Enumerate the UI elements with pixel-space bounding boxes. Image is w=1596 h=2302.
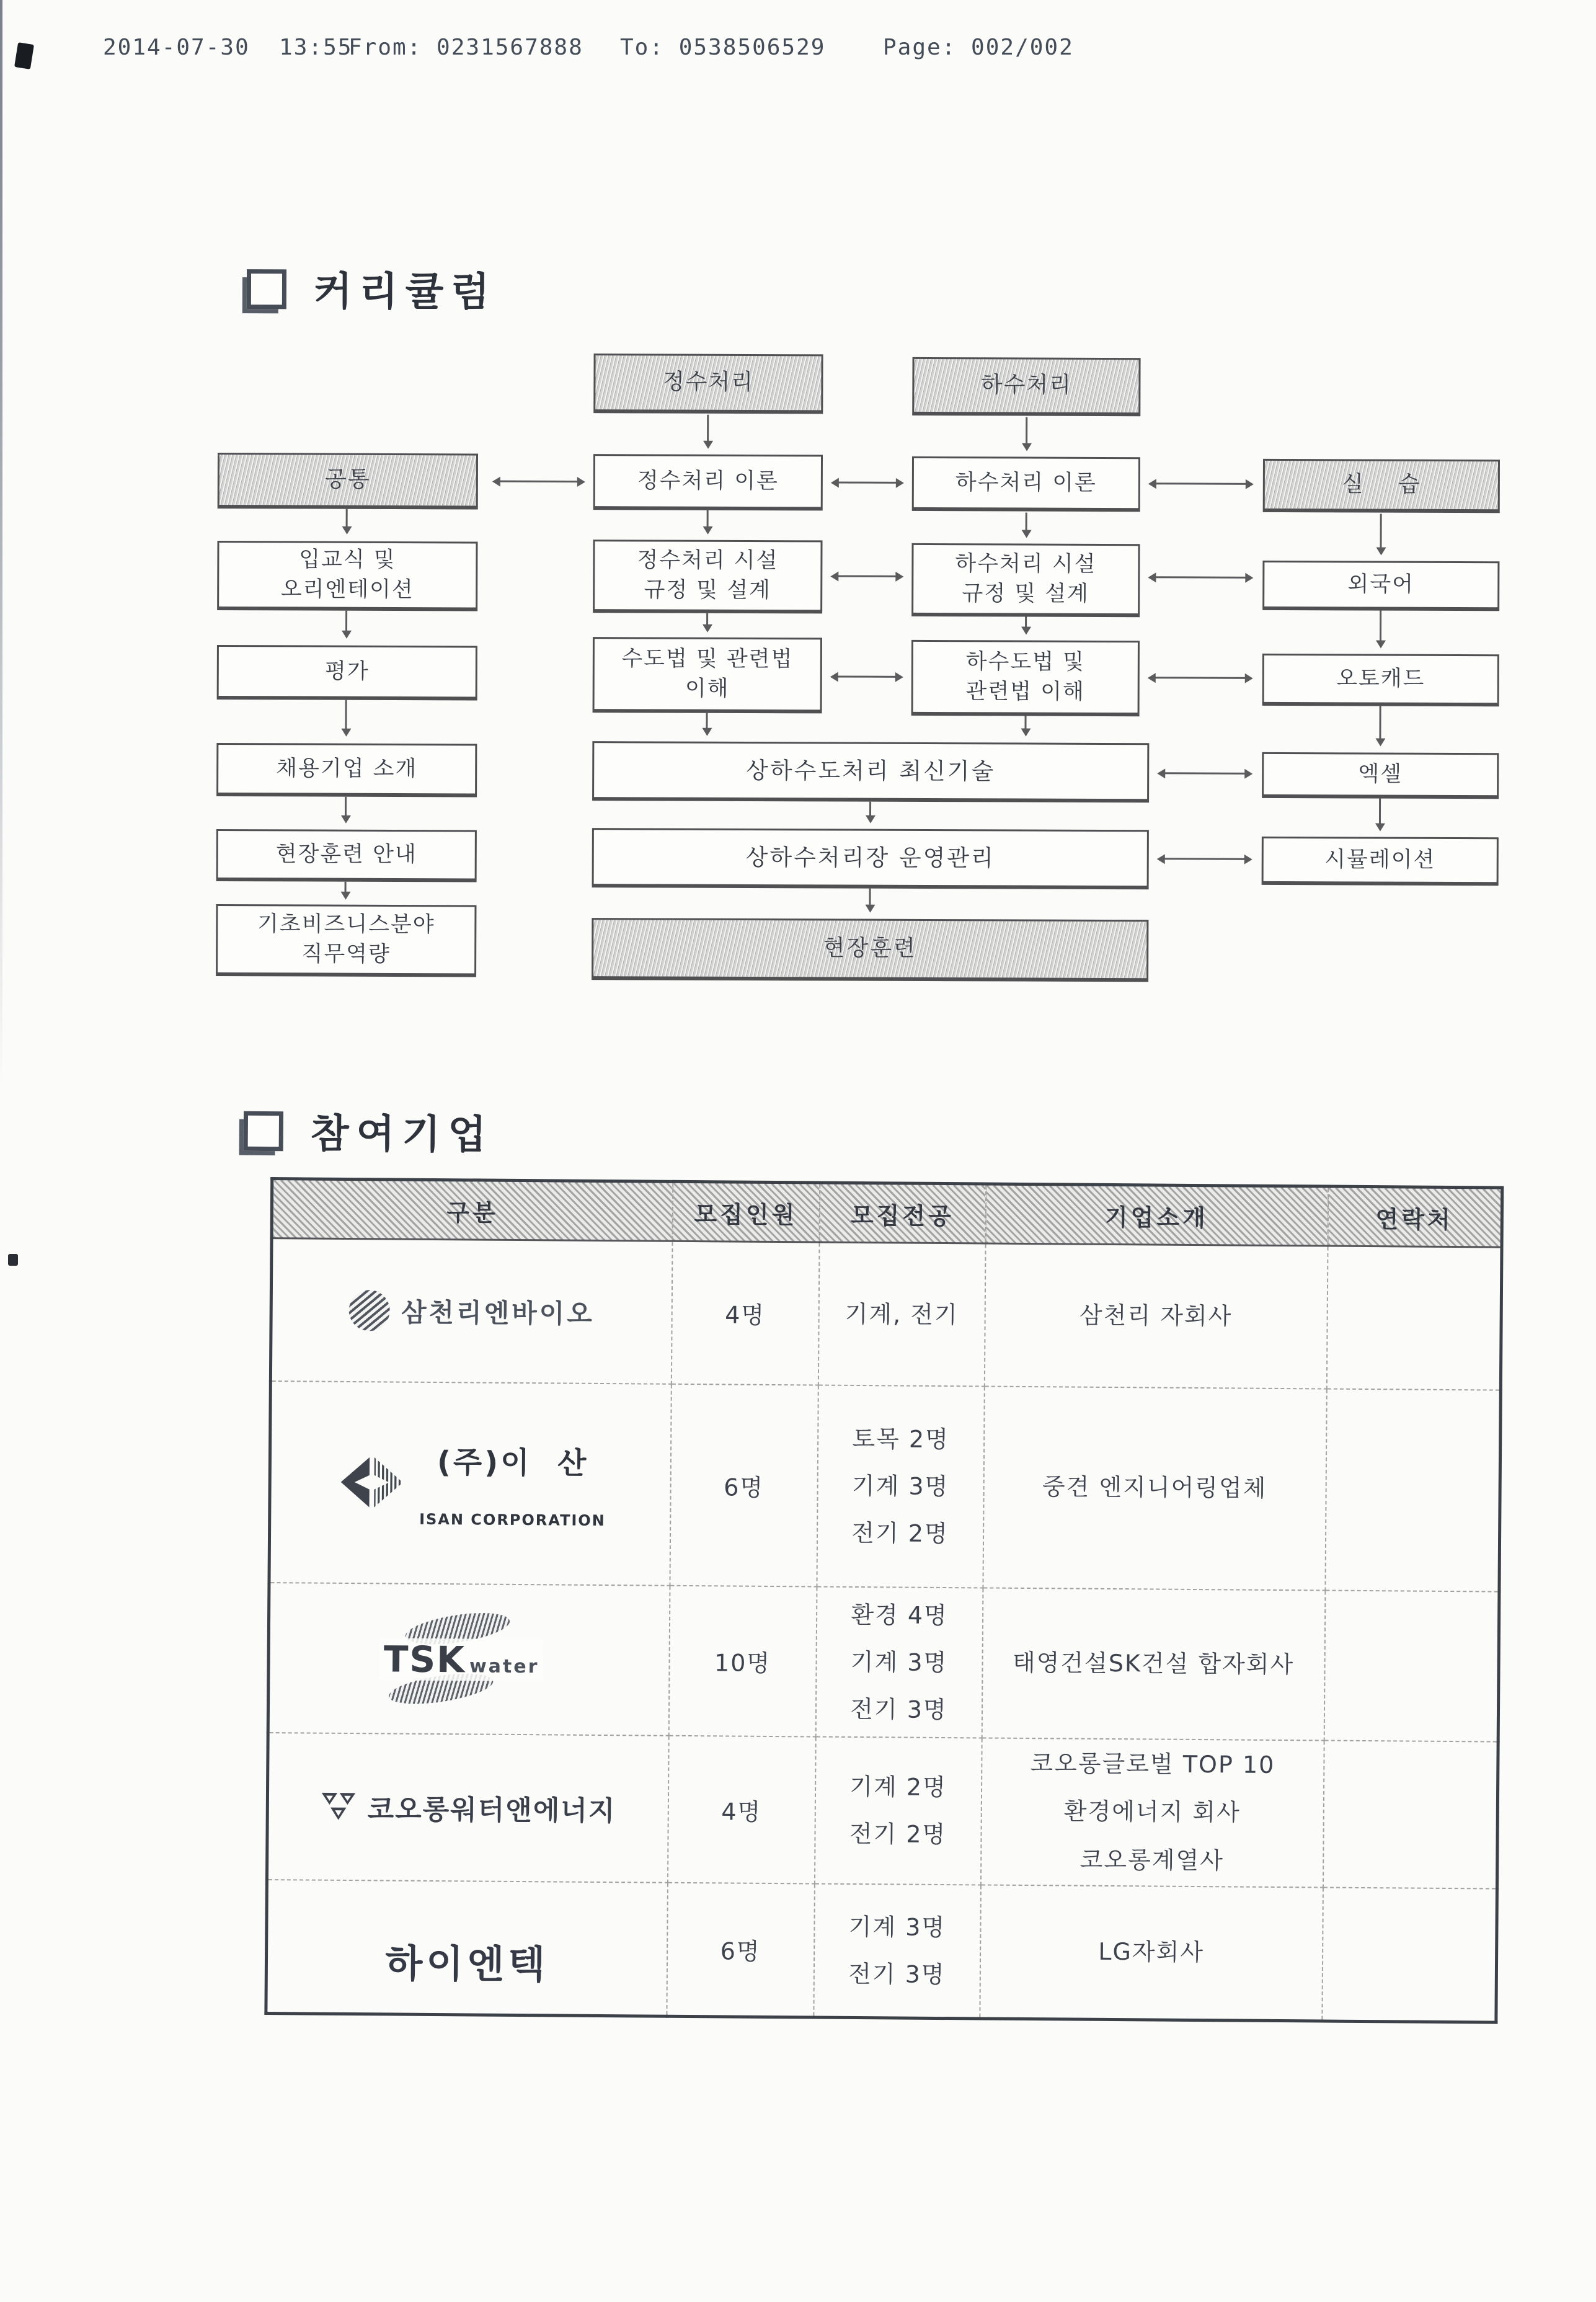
flow-box-practice: 실 습 [1263,459,1500,513]
recruit-major-cell: 기계 3명 전기 3명 [814,1884,981,2019]
flow-box-autocad: 오토캐드 [1262,654,1499,706]
table-row [269,1381,1501,1592]
isan-logo-icon [335,1452,409,1513]
flow-box-latest-technology: 상하수도처리 최신기술 [592,741,1149,802]
col-header-recruit-major: 모집전공 [819,1183,986,1243]
company-cell [268,1583,670,1736]
contact-cell [1325,1389,1501,1591]
flow-box-orientation: 입교식 및 오리엔테이션 [217,541,477,611]
companies-title: 참여기업 [310,1110,494,1158]
contact-cell [1324,1590,1499,1741]
flow-box-field-training-guide: 현장훈련 안내 [216,829,477,882]
table-row [268,1583,1499,1742]
recruit-count-cell: 4명 [671,1241,819,1385]
table-row [270,1238,1502,1390]
fax-to-number: To: 0538506529 [620,35,826,60]
curriculum-title: 커리큘럼 [313,268,497,316]
table-row [266,1880,1497,2022]
contact-cell [1323,1740,1498,1889]
col-header-company-intro: 기업소개 [985,1184,1328,1246]
flow-box-plant-operation: 상하수처리장 운영관리 [592,828,1149,889]
company-cell [269,1381,671,1586]
recruit-major-cell: 기계, 전기 [818,1242,985,1386]
company-intro-cell: 태영건설SK건설 합자회사 [982,1588,1325,1740]
flow-box-field-training: 현장훈련 [592,918,1148,982]
company-intro-cell: 중견 엔지니어링업체 [983,1386,1326,1590]
recruit-major-cell: 환경 4명 기계 3명 전기 3명 [815,1586,983,1738]
fax-page-count: Page: 002/002 [883,35,1074,60]
company-name: TSK [383,1637,466,1681]
companies-table [264,1177,1504,2024]
flow-box-recruiting-intro: 채용기업 소개 [216,743,477,797]
recruit-count-cell: 10명 [668,1585,817,1736]
company-name: 하이엔텍 [385,1940,549,1988]
flow-box-sewage-facility: 하수처리 시설 규정 및 설계 [911,543,1140,617]
flow-box-water-theory: 정수처리 이론 [593,454,823,510]
contact-cell [1322,1888,1497,2022]
recruit-count-cell: 4명 [667,1735,815,1883]
flow-box-evaluation: 평가 [217,645,477,700]
company-intro-cell: 삼천리 자회사 [984,1243,1328,1389]
contact-cell [1326,1246,1502,1390]
company-name: 삼천리엔바이오 [401,1297,595,1329]
fax-from-number: From: 0231567888 [348,35,583,60]
flow-box-foreign-language: 외국어 [1262,561,1499,611]
col-header-contact: 연락처 [1328,1186,1502,1247]
flow-box-basic-business: 기초비즈니스분야 직무역량 [216,904,476,977]
flow-box-common: 공통 [218,453,478,509]
section-bullet-square-icon [244,1111,283,1151]
recruit-count-cell: 6명 [670,1384,818,1586]
table-row [267,1733,1498,1889]
company-cell [267,1733,668,1883]
kolon-logo-icon [321,1791,357,1822]
tsk-logo [380,1638,543,1681]
recruit-major-cell: 기계 2명 전기 2명 [814,1736,982,1885]
table-header-row [272,1179,1502,1248]
flow-box-excel: 엑셀 [1262,752,1499,799]
company-name-en: ISAN CORPORATION [419,1510,606,1529]
flow-box-sewage-theory: 하수처리 이론 [912,456,1140,512]
company-cell [270,1238,672,1384]
fax-datetime: 2014-07-30 13:55 [103,35,353,60]
company-name: 코오롱워터앤에너지 [367,1793,616,1828]
company-name-sub: water [469,1655,539,1678]
companies-title-row [244,1101,494,1160]
col-header-recruit-count: 모집인원 [672,1181,820,1242]
company-name: (주)이 산 [437,1444,589,1481]
flow-box-water-facility: 정수처리 시설 규정 및 설계 [593,540,822,613]
samchully-logo-icon [349,1290,390,1331]
recruit-major-cell: 토목 2명 기계 3명 전기 2명 [817,1385,984,1588]
recruit-count-cell: 6명 [667,1883,815,2017]
company-intro-cell: 코오롱글로벌 TOP 10 환경에너지 회사 코오롱계열사 [980,1738,1324,1888]
flow-box-water-law: 수도법 및 관련법 이해 [593,637,822,713]
company-cell [266,1880,668,2016]
flow-box-simulation: 시뮬레이션 [1262,837,1499,886]
flow-box-sewage-treatment-header: 하수처리 [912,357,1140,416]
company-intro-cell: LG자회사 [980,1885,1323,2021]
flow-box-sewage-law: 하수도법 및 관련법 이해 [911,640,1140,716]
flow-box-water-treatment-header: 정수처리 [593,353,823,414]
col-header-category: 구분 [272,1179,673,1242]
